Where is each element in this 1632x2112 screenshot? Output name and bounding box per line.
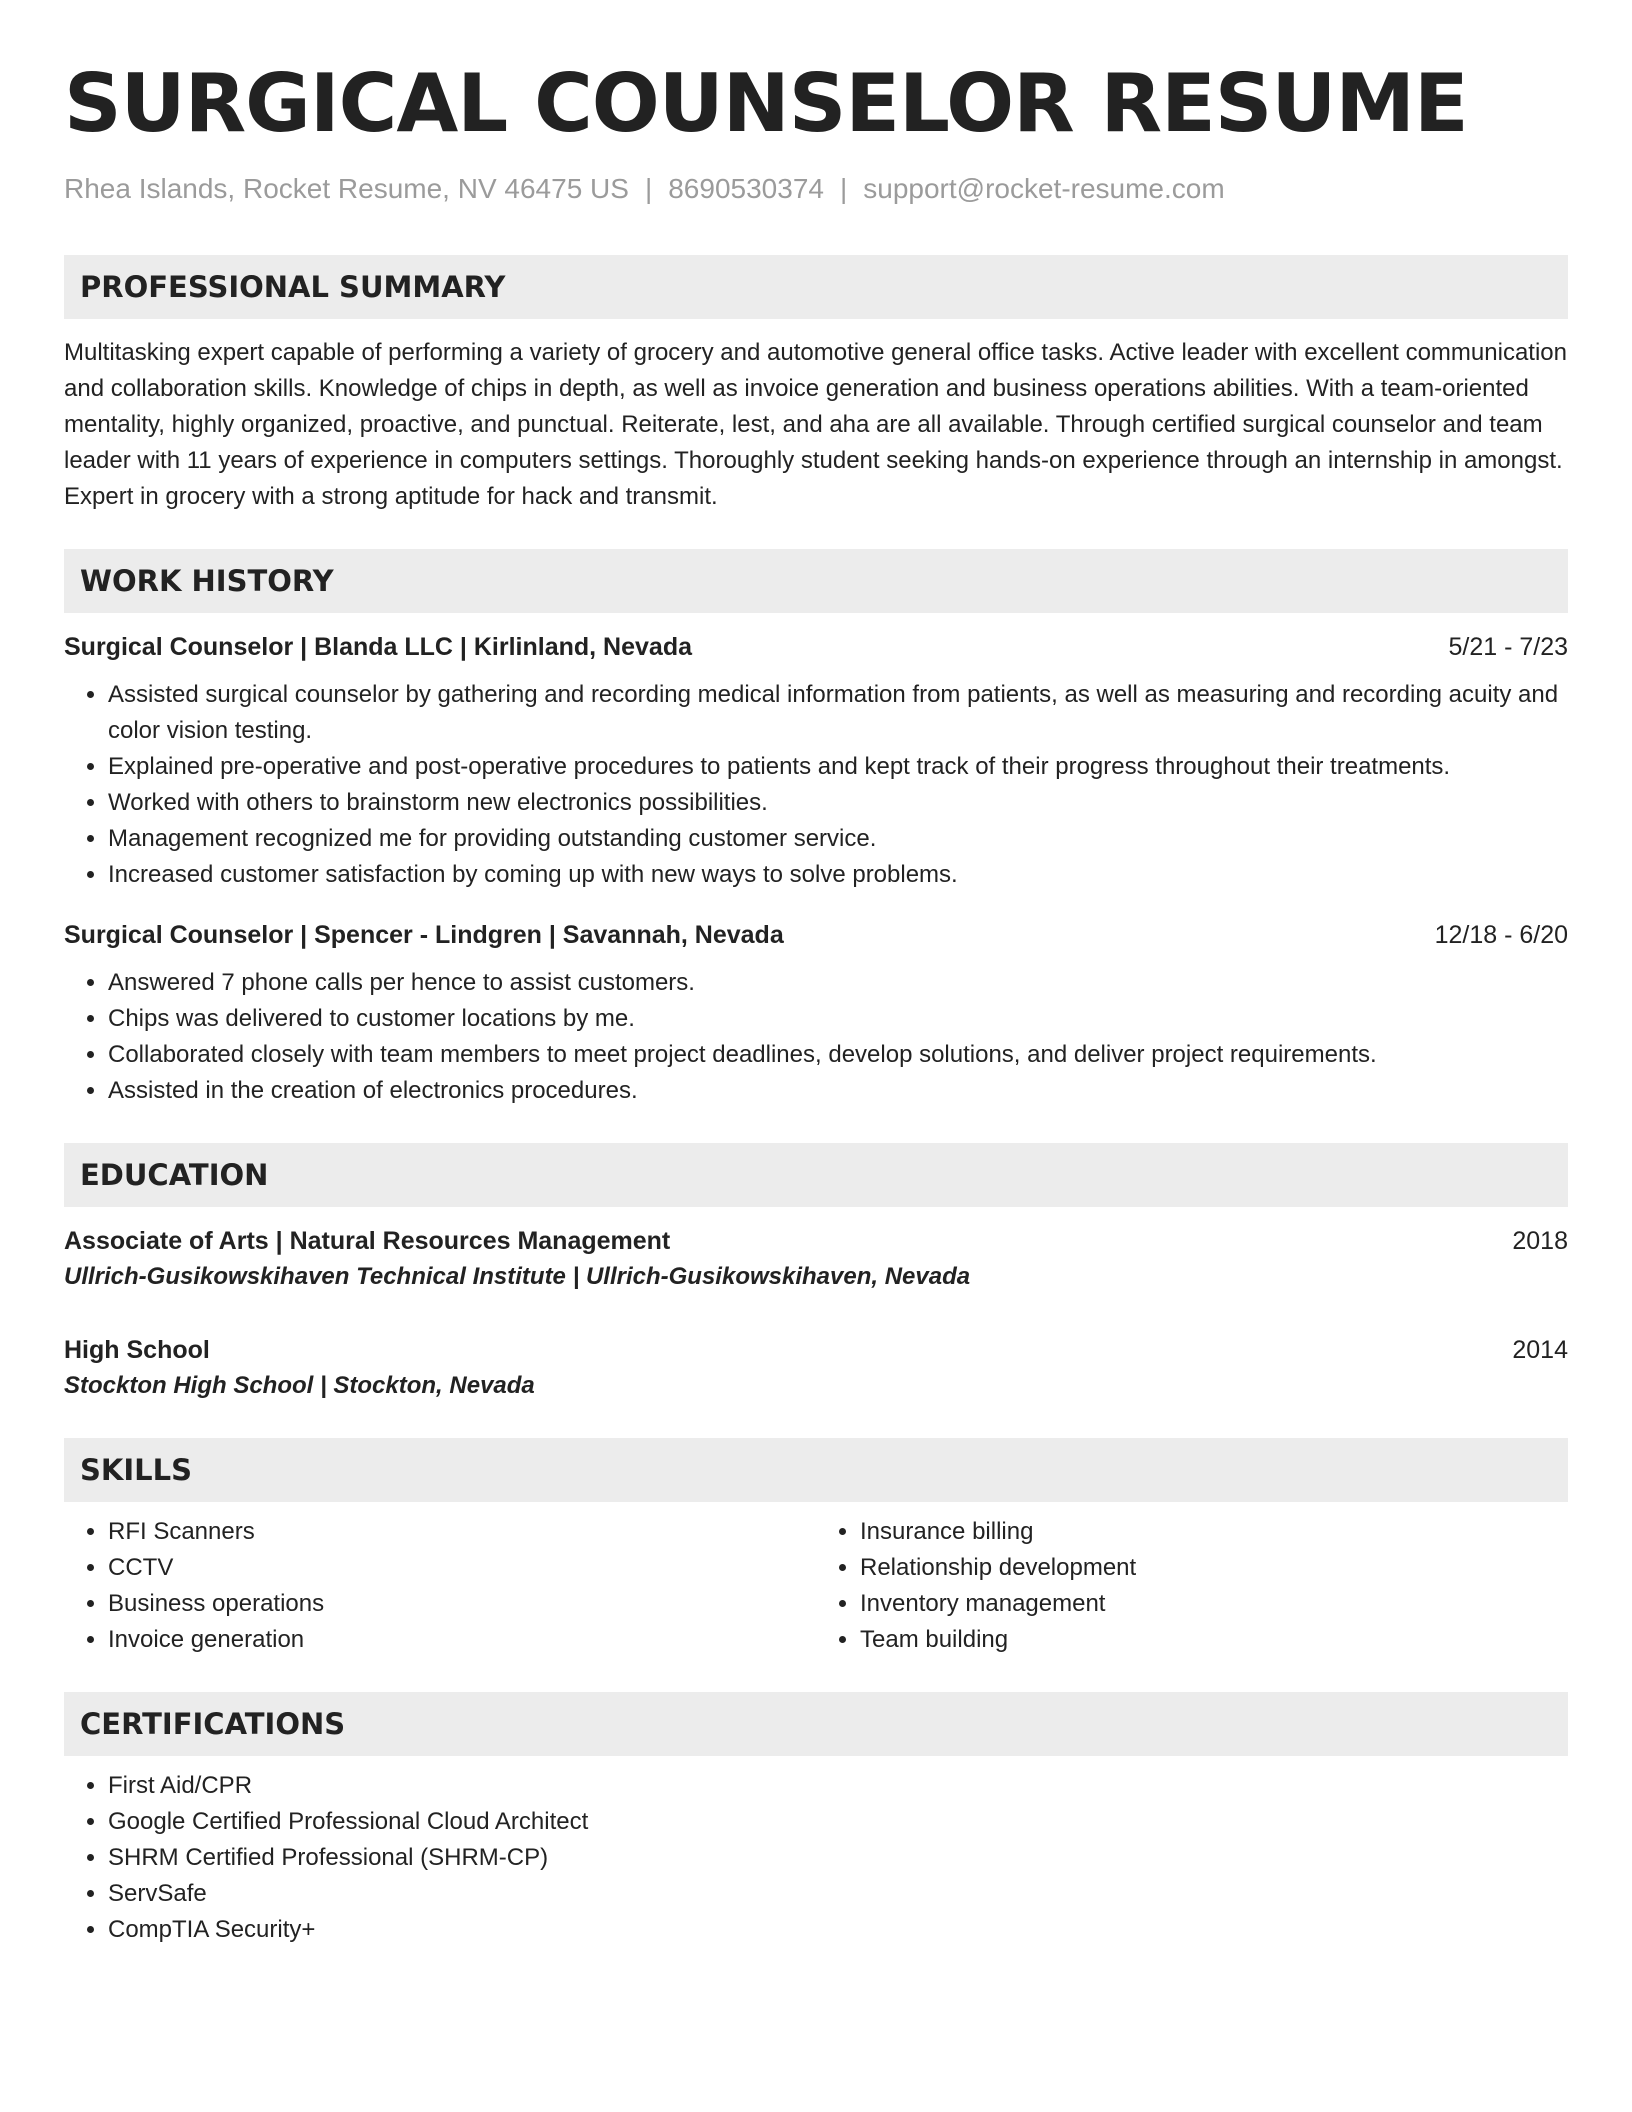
section-heading-skills: SKILLS bbox=[64, 1438, 1568, 1502]
contact-separator: | bbox=[644, 173, 653, 204]
list-item: • Invoice generation bbox=[108, 1622, 816, 1658]
list-item: • Relationship development bbox=[860, 1550, 1568, 1586]
contact-address: Rhea Islands, Rocket Resume, NV 46475 US bbox=[64, 173, 629, 204]
resume-title: SURGICAL COUNSELOR RESUME bbox=[64, 57, 1468, 150]
job-entry bbox=[64, 917, 1568, 1109]
contact-phone: 8690530374 bbox=[668, 173, 824, 204]
list-item: • Google Certified Professional Cloud Architect bbox=[108, 1804, 1568, 1840]
list-item: • Increased customer satisfaction by coming up with new ways to solve problems. bbox=[108, 857, 1568, 893]
job-title: Surgical Counselor | Spencer - Lindgren | Savannah, Nevada bbox=[64, 921, 784, 949]
contact-line bbox=[64, 172, 1568, 206]
list-item: • CCTV bbox=[108, 1550, 816, 1586]
job-entry bbox=[64, 629, 1568, 893]
job-date: 5/21 - 7/23 bbox=[1448, 633, 1568, 661]
list-item: • Assisted surgical counselor by gathering and recording medical information from patients, as well as measuring and recording acuity and color vision testing. bbox=[108, 677, 1568, 749]
job-header bbox=[64, 629, 1568, 665]
list-item: • RFI Scanners bbox=[108, 1514, 816, 1550]
skills-column-left bbox=[64, 1502, 816, 1658]
education-header bbox=[64, 1332, 1568, 1368]
skills-grid bbox=[64, 1502, 1568, 1658]
list-item: • SHRM Certified Professional (SHRM-CP) bbox=[108, 1840, 1568, 1876]
section-heading-education: EDUCATION bbox=[64, 1143, 1568, 1207]
job-title: Surgical Counselor | Blanda LLC | Kirlinland, Nevada bbox=[64, 633, 692, 661]
list-item: • Collaborated closely with team members to meet project deadlines, develop solutions, and deliver project requirements. bbox=[108, 1037, 1568, 1073]
education-header bbox=[64, 1223, 1568, 1259]
skills-column-right bbox=[816, 1502, 1568, 1658]
job-header bbox=[64, 917, 1568, 953]
education-degree: High School bbox=[64, 1336, 210, 1364]
list-item: • Management recognized me for providing outstanding customer service. bbox=[108, 821, 1568, 857]
education-date: 2014 bbox=[1512, 1336, 1568, 1364]
education-school: Ullrich-Gusikowskihaven Technical Institute | Ullrich-Gusikowskihaven, Nevada bbox=[64, 1263, 971, 1290]
job-bullets bbox=[64, 677, 1568, 893]
list-item: • Inventory management bbox=[860, 1586, 1568, 1622]
list-item: • Answered 7 phone calls per hence to assist customers. bbox=[108, 965, 1568, 1001]
skills-list bbox=[816, 1514, 1568, 1658]
job-date: 12/18 - 6/20 bbox=[1434, 921, 1568, 949]
list-item: • Chips was delivered to customer locations by me. bbox=[108, 1001, 1568, 1037]
education-school: Stockton High School | Stockton, Nevada bbox=[64, 1372, 535, 1399]
list-item: • Team building bbox=[860, 1622, 1568, 1658]
section-heading-certifications: CERTIFICATIONS bbox=[64, 1692, 1568, 1756]
job-bullets bbox=[64, 965, 1568, 1109]
contact-email: support@rocket-resume.com bbox=[863, 173, 1225, 204]
list-item: • Assisted in the creation of electronics procedures. bbox=[108, 1073, 1568, 1109]
section-heading-work: WORK HISTORY bbox=[64, 549, 1568, 613]
certifications-list bbox=[64, 1768, 1568, 1948]
contact-separator: | bbox=[839, 173, 848, 204]
list-item: • ServSafe bbox=[108, 1876, 1568, 1912]
education-date: 2018 bbox=[1512, 1227, 1568, 1255]
section-heading-summary: PROFESSIONAL SUMMARY bbox=[64, 255, 1568, 319]
list-item: • Insurance billing bbox=[860, 1514, 1568, 1550]
list-item: • Business operations bbox=[108, 1586, 816, 1622]
list-item: • Explained pre-operative and post-operative procedures to patients and kept track of their progress throughout their treatments. bbox=[108, 749, 1568, 785]
summary-text: Multitasking expert capable of performing a variety of grocery and automotive general office tasks. Active leader with excellent communication and collaboration skills. Knowledge of chips in depth, as well as invoice generation and business operations abilities. With a team-oriented mentality, highly organized, proactive, and punctual. Reiterate, lest, and aha are all available. Through certified surgical counselor and team leader with 11 years of experience in computers settings. Thoroughly student seeking hands-on experience through an internship in amongst. Expert in grocery with a strong aptitude for hack and transmit. bbox=[64, 339, 1567, 510]
education-entry bbox=[64, 1223, 1568, 1295]
list-item: • Worked with others to brainstorm new electronics possibilities. bbox=[108, 785, 1568, 821]
list-item: • CompTIA Security+ bbox=[108, 1912, 1568, 1948]
skills-list bbox=[64, 1514, 816, 1658]
education-entry bbox=[64, 1332, 1568, 1404]
education-degree: Associate of Arts | Natural Resources Management bbox=[64, 1227, 671, 1255]
list-item: • First Aid/CPR bbox=[108, 1768, 1568, 1804]
